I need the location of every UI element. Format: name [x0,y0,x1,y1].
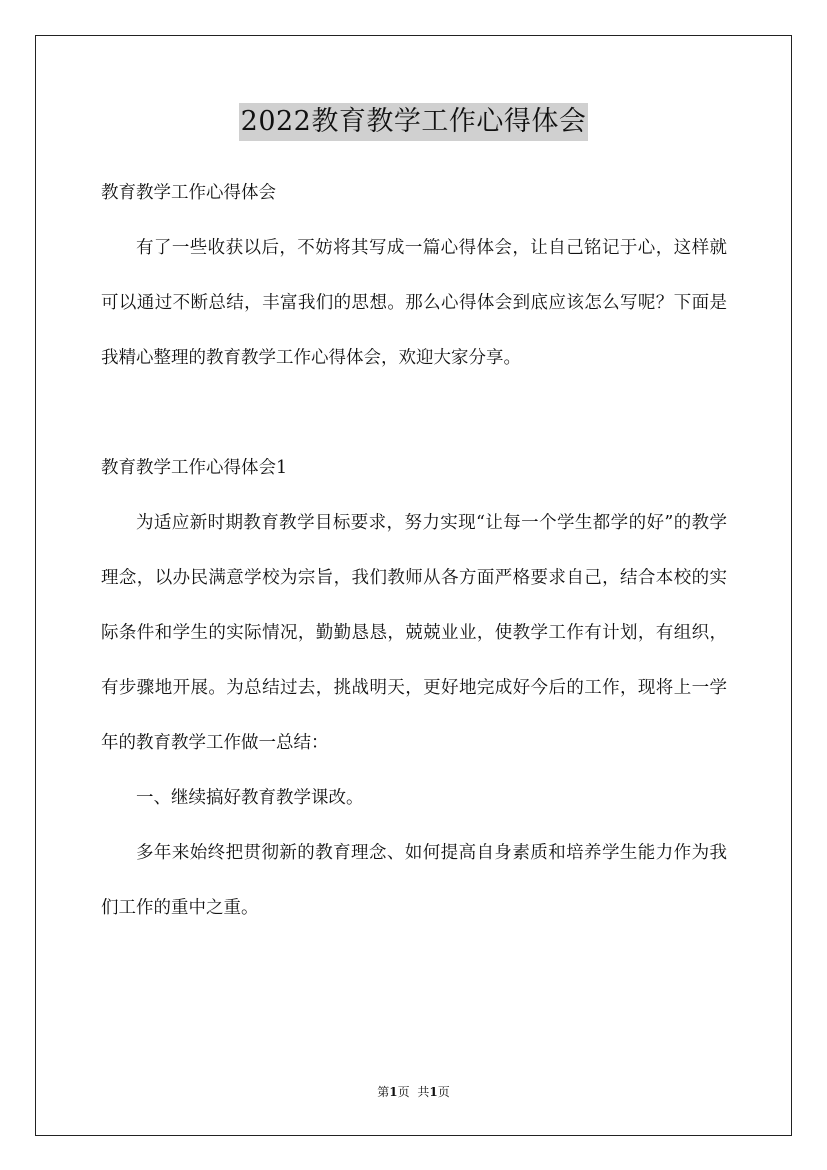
section-paragraph: 为适应新时期教育教学目标要求，努力实现“让每一个学生都学的好”的教学理念，以办民满意学校为宗旨，我们教师从各方面严格要求自己，结合本校的实际条件和学生的实际情况，勤勤恳恳，兢兢业业，使教学工作有计划，有组织，有步骤地开展。为总结过去，挑战明天，更好地完成好今后的工作，现将上一学年的教育教学工作做一总结： [101,513,727,753]
section-heading: 教育教学工作心得体会1 [101,458,288,478]
section-paragraph-2: 多年来始终把贯彻新的教育理念、如何提高自身素质和培养学生能力作为我们工作的重中之重。 [101,843,727,918]
document-body [101,166,727,936]
page-current: 1 [389,1085,398,1099]
section-list-item: 一、继续搞好教育教学课改。 [136,788,364,808]
document-title: 2022教育教学工作心得体会 [239,103,589,141]
page-total: 1 [429,1085,438,1099]
page-unit: 页 [397,1085,410,1099]
paragraph-spacer [101,386,727,441]
intro-paragraph: 有了一些收获以后，不妨将其写成一篇心得体会，让自己铭记于心，这样就可以通过不断总结，丰富我们的思想。那么心得体会到底应该怎么写呢？下面是我精心整理的教育教学工作心得体会，欢迎大家分享。 [101,238,727,368]
page-prefix: 第 [377,1085,390,1099]
total-prefix: 共 [417,1085,430,1099]
title-container [0,103,827,141]
page-footer [0,1083,827,1101]
total-unit: 页 [437,1085,450,1099]
document-subtitle: 教育教学工作心得体会 [101,183,276,203]
